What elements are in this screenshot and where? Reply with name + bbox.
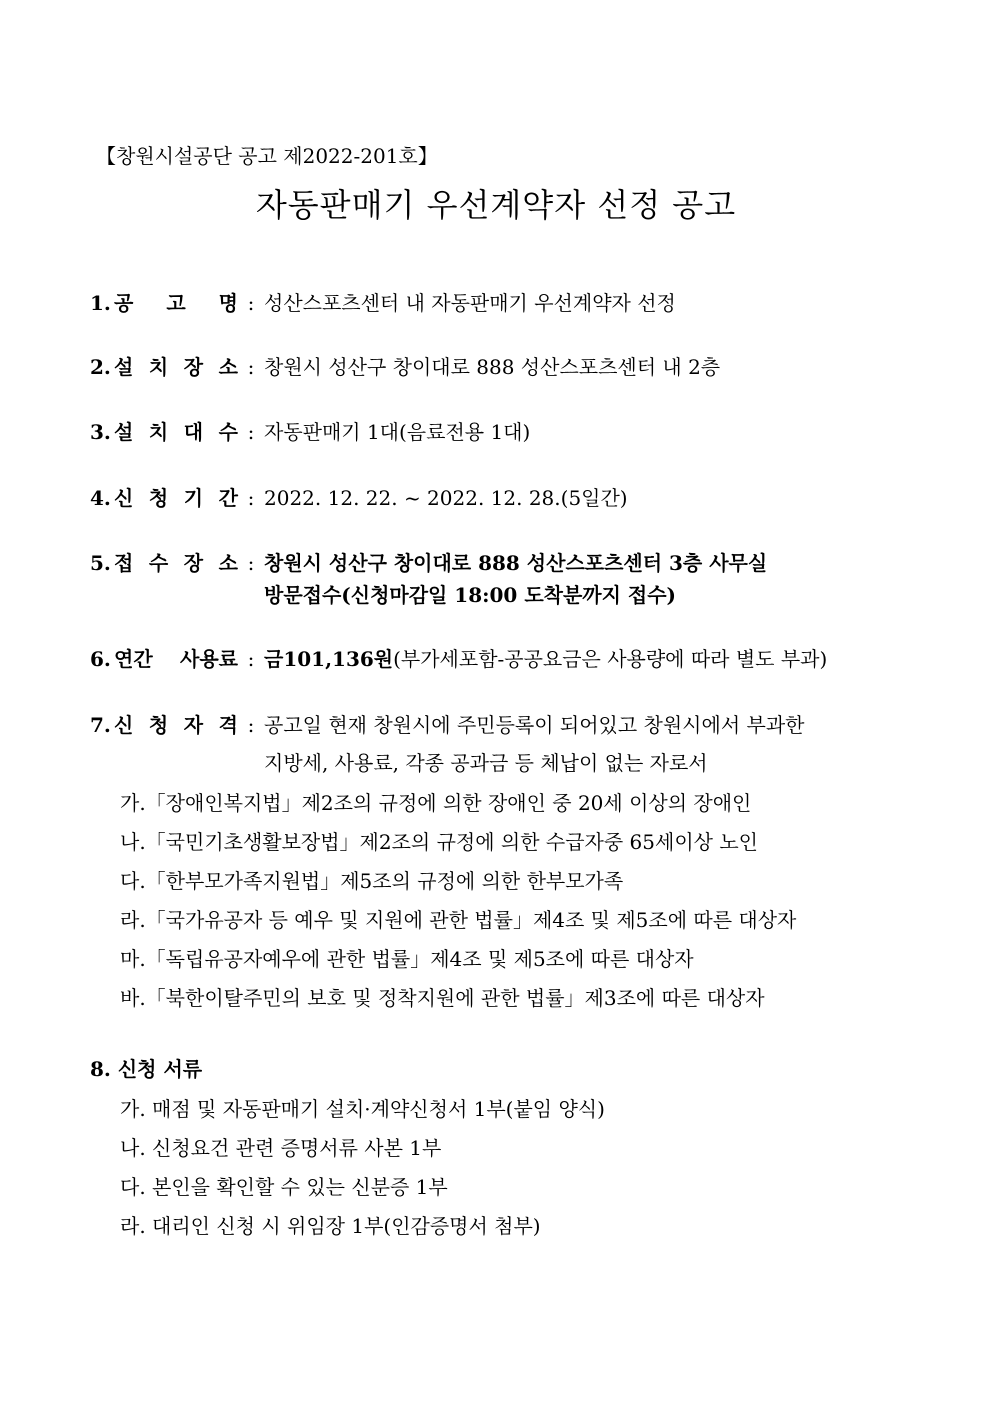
item-colon: : — [247, 486, 255, 510]
eligibility-item: 바.「북한이탈주민의 보호 및 정착지원에 관한 법률」제3조에 따른 대상자 — [120, 986, 765, 1010]
item-number: 7. — [90, 713, 111, 737]
item-number: 5. — [90, 551, 111, 575]
item-colon: : — [247, 355, 255, 379]
document-item: 가. 매점 및 자동판매기 설치·계약신청서 1부(붙임 양식) — [120, 1097, 605, 1121]
item-value: 성산스포츠센터 내 자동판매기 우선계약자 선정 — [264, 291, 676, 315]
page-title: 자동판매기 우선계약자 선정 공고 — [255, 186, 737, 224]
item-value: 창원시 성산구 창이대로 888 성산스포츠센터 내 2층 — [264, 355, 721, 379]
item-colon: : — [247, 713, 255, 737]
item-number: 3. — [90, 420, 111, 444]
item-label: 공 고 명 — [114, 291, 238, 315]
document-item: 나. 신청요건 관련 증명서류 사본 1부 — [120, 1136, 442, 1160]
item-install-count — [90, 413, 530, 451]
item-eligibility — [90, 706, 804, 744]
item-install-location — [90, 348, 720, 386]
item-label: 신 청 자 격 — [114, 713, 238, 737]
item-value: 2022. 12. 22. ~ 2022. 12. 28.(5일간) — [264, 486, 628, 510]
item-number: 6. — [90, 647, 111, 671]
eligibility-item: 마.「독립유공자예우에 관한 법률」제4조 및 제5조에 따른 대상자 — [120, 947, 694, 971]
item-value-wrap — [264, 640, 827, 678]
item-notice-name — [90, 284, 676, 322]
eligibility-item: 라.「국가유공자 등 예우 및 지원에 관한 법률」제4조 및 제5조에 따른 대상자 — [120, 908, 797, 932]
item-value: 창원시 성산구 창이대로 888 성산스포츠센터 3층 사무실 — [264, 551, 768, 575]
item-number: 4. — [90, 486, 111, 510]
item-number: 1. — [90, 291, 111, 315]
item-label: 설 치 장 소 — [114, 355, 238, 379]
eligibility-item: 가.「장애인복지법」제2조의 규정에 의한 장애인 중 20세 이상의 장애인 — [120, 791, 752, 815]
item-value: 자동판매기 1대(음료전용 1대) — [264, 420, 531, 444]
item-colon: : — [247, 551, 255, 575]
item-application-period — [90, 479, 628, 517]
documents-heading: 8. 신청 서류 — [90, 1057, 203, 1081]
document-item: 라. 대리인 신청 시 위임장 1부(인감증명서 첨부) — [120, 1214, 541, 1238]
item-label: 접 수 장 소 — [114, 551, 238, 575]
fee-amount: 금101,136원 — [264, 647, 394, 671]
item-annual-fee — [90, 640, 827, 678]
item-value-continued: 방문접수(신청마감일 18:00 도착분까지 접수) — [264, 583, 676, 607]
item-label: 연간 사용료 — [114, 647, 238, 671]
item-number: 2. — [90, 355, 111, 379]
eligibility-item: 다.「한부모가족지원법」제5조의 규정에 의한 한부모가족 — [120, 869, 624, 893]
item-colon: : — [247, 420, 255, 444]
notice-number: 【창원시설공단 공고 제2022-201호】 — [96, 144, 438, 168]
item-label: 신 청 기 간 — [114, 486, 238, 510]
item-value: 공고일 현재 창원시에 주민등록이 되어있고 창원시에서 부과한 — [264, 713, 805, 737]
document-item: 다. 본인을 확인할 수 있는 신분증 1부 — [120, 1175, 448, 1199]
eligibility-item: 나.「국민기초생활보장법」제2조의 규정에 의한 수급자중 65세이상 노인 — [120, 830, 758, 854]
item-value-continued: 지방세, 사용료, 각종 공과금 등 체납이 없는 자로서 — [264, 751, 708, 775]
item-label: 설 치 대 수 — [114, 420, 238, 444]
item-colon: : — [247, 291, 255, 315]
fee-note: (부가세포함-공공요금은 사용량에 따라 별도 부과) — [393, 647, 828, 671]
item-colon: : — [247, 647, 255, 671]
